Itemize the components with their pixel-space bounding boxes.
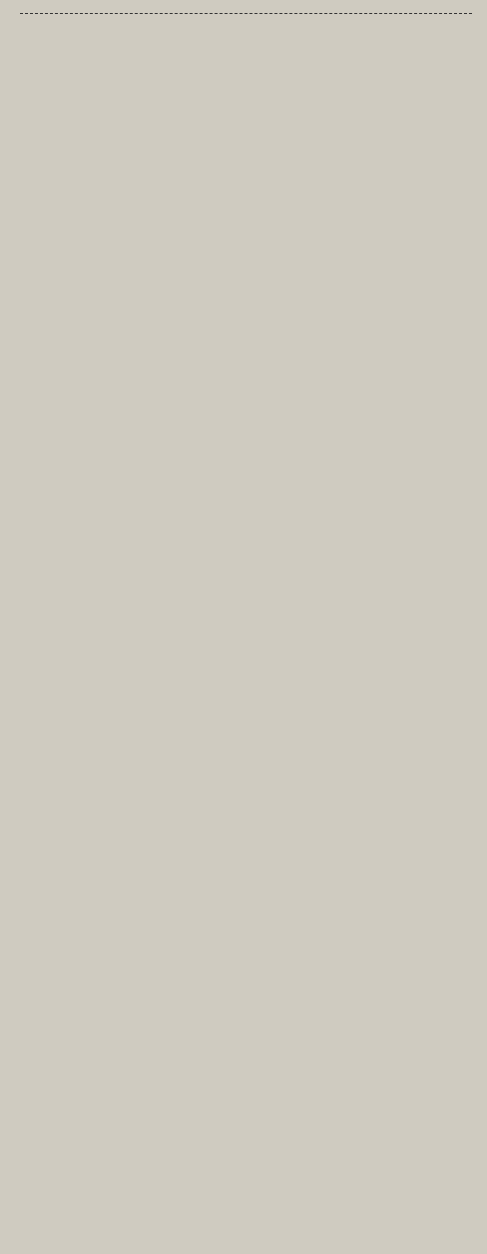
dashed-divider (20, 13, 472, 14)
